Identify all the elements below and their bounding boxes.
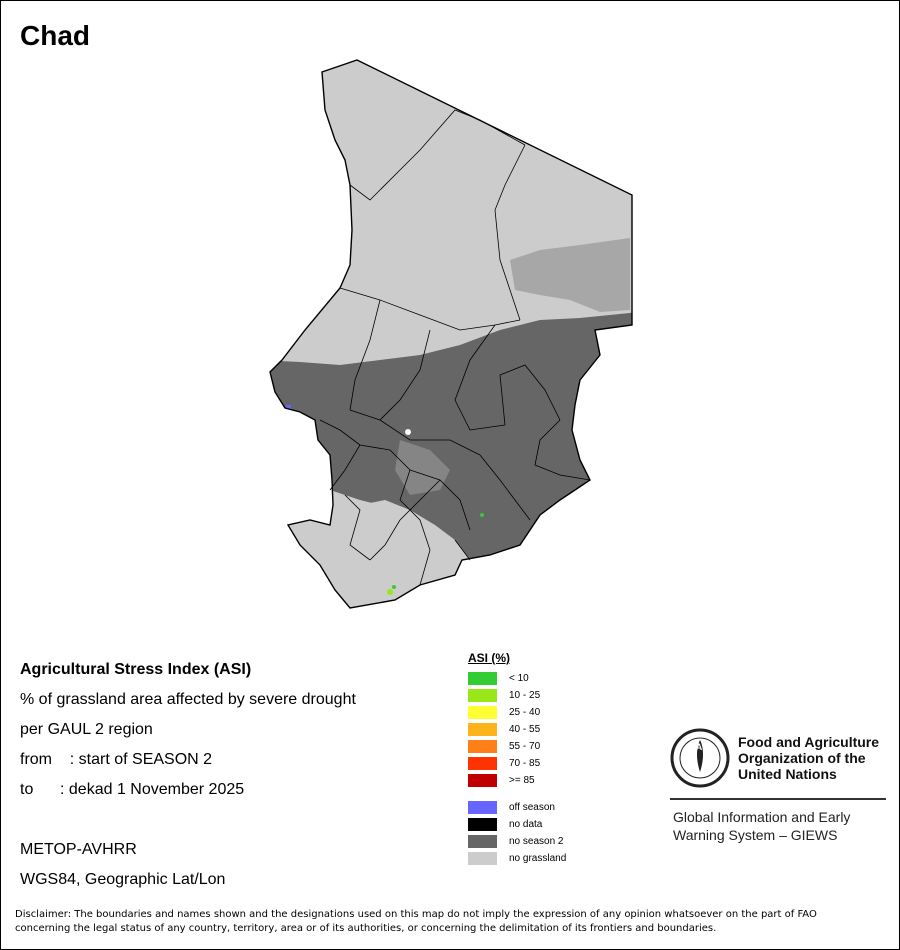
- info-line2: per GAUL 2 region: [20, 721, 153, 738]
- map-title: Chad: [20, 20, 90, 51]
- legend-item: [468, 704, 566, 721]
- legend-label: >= 85: [509, 775, 535, 786]
- org-line3: United Nations: [738, 766, 837, 782]
- legend-label: no data: [509, 819, 543, 830]
- from-label: from: [20, 751, 52, 768]
- legend-label: off season: [509, 802, 555, 813]
- legend-label: < 10: [509, 673, 529, 684]
- fao-emblem-icon: [670, 728, 730, 788]
- info-to: [20, 775, 356, 805]
- legend-label: no season 2: [509, 836, 564, 847]
- fao-logo-block: [670, 728, 890, 844]
- info-from: [20, 745, 356, 775]
- legend-item: [468, 850, 566, 867]
- disclaimer-line1: Disclaimer: The boundaries and names shown and the designations used on this map do not imply the expression of any opinion whatsoever on the part of FAO: [15, 909, 817, 920]
- legend-swatch: [468, 672, 497, 685]
- legend-swatch: [468, 740, 497, 753]
- projection-label: WGS84, Geographic Lat/Lon: [20, 871, 226, 888]
- legend-swatch: [468, 689, 497, 702]
- legend-swatch: [468, 801, 497, 814]
- legend-swatch: [468, 774, 497, 787]
- legend-item: [468, 799, 566, 816]
- legend-label: 70 - 85: [509, 758, 541, 769]
- legend-title: ASI (%): [468, 651, 510, 665]
- to-value: : dekad 1 November 2025: [60, 781, 245, 798]
- legend-item: [468, 721, 566, 738]
- org-line2: Organization of the: [738, 750, 866, 766]
- disclaimer: [15, 908, 885, 936]
- legend-label: 10 - 25: [509, 690, 541, 701]
- legend-label: 40 - 55: [509, 724, 541, 735]
- legend-swatch: [468, 835, 497, 848]
- green-patch: [387, 589, 393, 595]
- fao-name: [738, 734, 879, 782]
- logo-divider: [670, 798, 886, 800]
- legend-item: [468, 738, 566, 755]
- fao-logo-top: [670, 728, 890, 788]
- info-line1: % of grassland area affected by severe drought: [20, 691, 356, 708]
- info-heading: Agricultural Stress Index (ASI): [20, 661, 252, 678]
- legend: [468, 651, 566, 867]
- legend-swatch: [468, 723, 497, 736]
- legend-label: 55 - 70: [509, 741, 541, 752]
- giews-name: [670, 808, 890, 844]
- legend-item: [468, 755, 566, 772]
- org-line1: Food and Agriculture: [738, 734, 880, 750]
- legend-gap: [468, 789, 566, 799]
- from-value: : start of SEASON 2: [69, 751, 213, 768]
- legend-label: no grassland: [509, 853, 567, 864]
- legend-label: 25 - 40: [509, 707, 541, 718]
- legend-item: [468, 772, 566, 789]
- legend-other-list: [468, 799, 566, 867]
- system-line1: Global Information and Early: [673, 809, 851, 825]
- legend-class-list: [468, 670, 566, 789]
- green-patch: [392, 585, 396, 589]
- legend-swatch: [468, 706, 497, 719]
- green-patch: [480, 513, 484, 517]
- legend-swatch: [468, 818, 497, 831]
- map-info: [20, 655, 356, 805]
- legend-item: [468, 816, 566, 833]
- fao-letters: FAO: [690, 742, 710, 752]
- legend-swatch: [468, 852, 497, 865]
- legend-item: [468, 687, 566, 704]
- to-label: to: [20, 781, 34, 798]
- satellite-label: METOP-AVHRR: [20, 841, 137, 858]
- legend-item: [468, 833, 566, 850]
- legend-swatch: [468, 757, 497, 770]
- water-body: [405, 429, 411, 435]
- sensor-info: [20, 835, 225, 895]
- system-line2: Warning System – GIEWS: [673, 827, 838, 843]
- legend-item: [468, 670, 566, 687]
- disclaimer-line2: concerning the legal status of any country, territory, area or of its authorities, or concerning the delimitation of its frontiers and boundaries.: [15, 923, 717, 934]
- chad-map: [260, 55, 640, 615]
